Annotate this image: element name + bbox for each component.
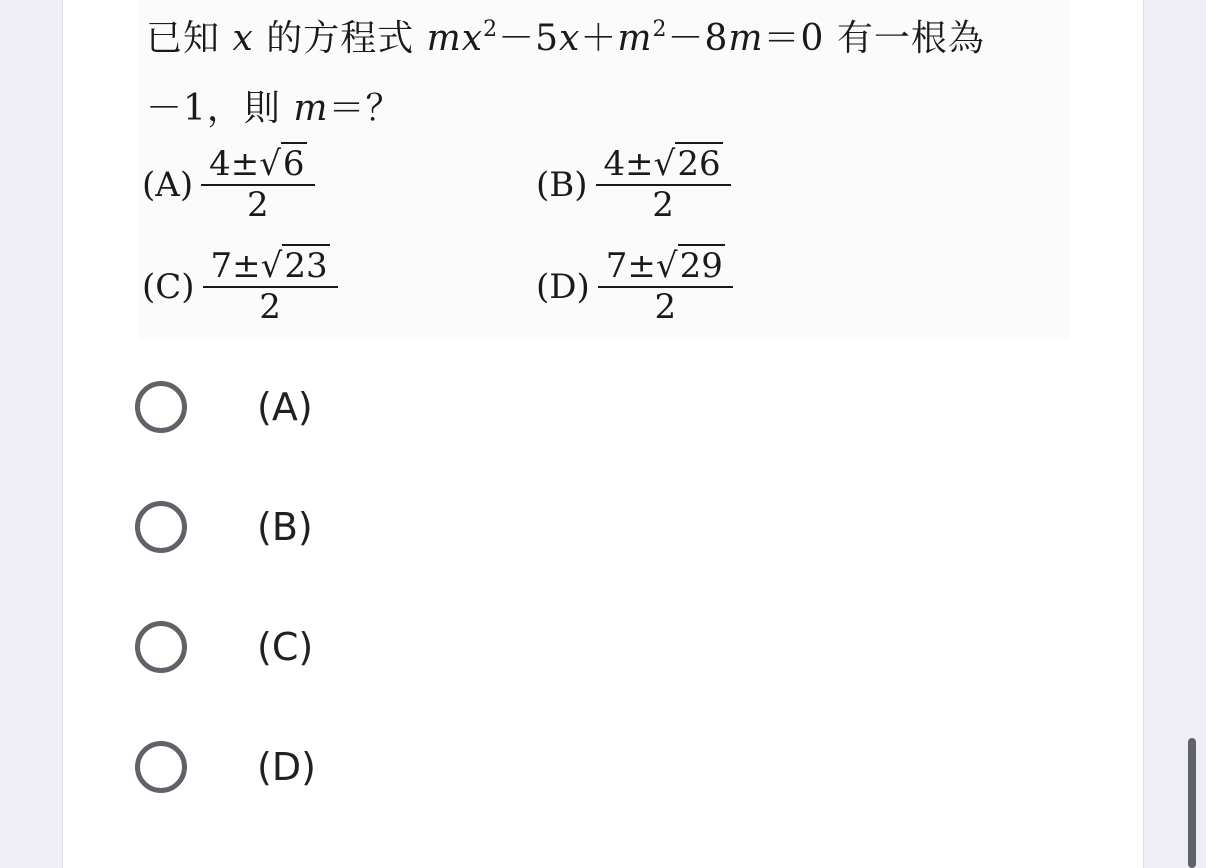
choice-a [142, 146, 315, 223]
choice-fraction: $\frac{4\pm√6}{2}$ [201, 146, 314, 223]
choice-fraction: $\frac{4\pm√26}{2}$ [596, 146, 731, 223]
option-label: (C) [257, 625, 314, 669]
radio-button[interactable] [135, 621, 187, 673]
radio-button[interactable] [135, 741, 187, 793]
answer-option-c[interactable] [135, 617, 313, 677]
option-label: (B) [257, 505, 313, 549]
choice-letter: (C) [142, 266, 195, 307]
answer-option-a[interactable] [135, 377, 313, 437]
choice-fraction: $\frac{7\pm√29}{2}$ [598, 248, 733, 325]
question-stem-line1: 已知 x 的方程式 $mx^2-5x+m^2-8m=0$ 有一根為 [146, 17, 985, 59]
choice-letter: (A) [142, 164, 194, 205]
question-image [138, 0, 1070, 340]
choice-fraction: $\frac{7\pm√23}{2}$ [203, 248, 338, 325]
choice-letter: (D) [536, 266, 590, 307]
choice-b [536, 146, 731, 223]
option-label: (A) [257, 385, 313, 429]
radio-button[interactable] [135, 381, 187, 433]
scrollbar-thumb[interactable] [1188, 738, 1196, 868]
answer-option-b[interactable] [135, 497, 313, 557]
option-label: (D) [257, 745, 316, 789]
choice-c [142, 248, 338, 325]
question-stem-line2: －1，則 m＝？ [146, 88, 403, 129]
choice-d [536, 248, 733, 325]
choice-letter: (B) [536, 164, 588, 205]
radio-button[interactable] [135, 501, 187, 553]
answer-option-d[interactable] [135, 737, 316, 797]
